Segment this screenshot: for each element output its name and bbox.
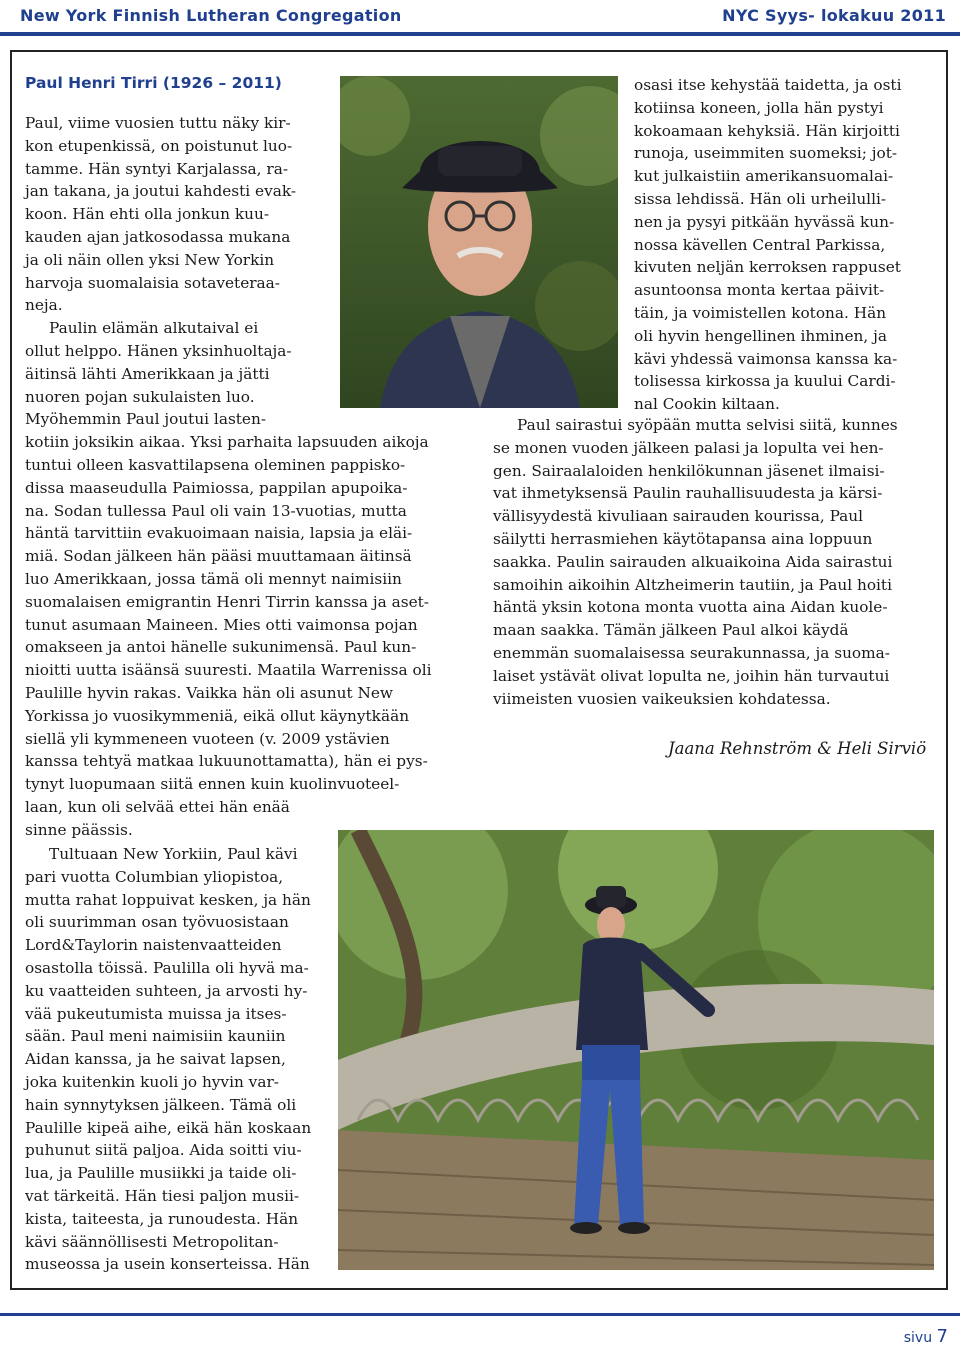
text-line: jan takana, ja joutui kahdesti evak- <box>25 182 297 201</box>
text-line: kävi säännöllisesti Metropolitan- <box>25 1232 279 1251</box>
text-line: siellä yli kymmeneen vuoteen (v. 2009 ystävien <box>25 729 390 748</box>
text-line: runoja, useimmiten suomeksi; jot- <box>634 144 898 163</box>
text-line: mutta rahat loppuivat kesken, ja hän <box>25 890 311 909</box>
footer-rule <box>0 1313 960 1316</box>
text-line: nioitti uutta isäänsä suuresti. Maatila Warrenissa oli <box>25 661 432 680</box>
issue-date: NYC Syys- lokakuu 2011 <box>722 6 946 25</box>
text-line: miä. Sodan jälkeen hän pääsi muuttamaan äitinsä <box>25 547 412 566</box>
text-line: oli hyvin hengellinen ihminen, ja <box>634 326 887 345</box>
text-line: sissa lehdissä. Hän oli urheilulli- <box>634 189 887 208</box>
text-line: Myöhemmin Paul joutui lasten- <box>25 410 267 429</box>
header-rule <box>0 32 960 36</box>
text-line: osastolla töissä. Paulilla oli hyvä ma- <box>25 958 309 977</box>
text-line: lua, ja Paulille musiikki ja taide oli- <box>25 1164 297 1183</box>
text-line: kauden ajan jatkosodassa mukana <box>25 227 291 246</box>
text-line: dissa maaseudulla Paimiossa, pappilan apupoika- <box>25 478 408 497</box>
newsletter-name: New York Finnish Lutheran Congregation <box>20 6 402 25</box>
author-signature: Jaana Rehnström & Heli Sirviö <box>668 739 927 758</box>
text-line: vat ihmetyksensä Paulin rauhallisuudesta ja kärsi- <box>493 484 883 503</box>
text-line: Tultuaan New Yorkiin, Paul kävi <box>49 845 298 863</box>
text-line: tamme. Hän syntyi Karjalassa, ra- <box>25 159 288 178</box>
text-line: tynyt luopumaan siitä ennen kuin kuolinvuoteel- <box>25 775 400 794</box>
text-line: na. Sodan tullessa Paul oli vain 13-vuotias, mutta <box>25 501 407 520</box>
text-line: joka kuitenkin kuoli jo hyvin var- <box>25 1072 279 1091</box>
text-line: kotiinsa koneen, jolla hän pystyi <box>634 98 884 117</box>
text-line: vää pukeutumista muissa ja itses- <box>25 1004 287 1023</box>
text-line: harvoja suomalaisia sotaveteraa- <box>25 273 280 292</box>
text-line: sinne päässis. <box>25 820 133 839</box>
text-line: nen ja pysyi pitkään hyvässä kun- <box>634 212 895 231</box>
text-line: se monen vuoden jälkeen palasi ja lopulta vei hen- <box>493 438 884 457</box>
text-line: kävi yhdessä vaimonsa kanssa ka- <box>634 349 898 368</box>
portrait-photo <box>340 76 618 408</box>
text-line: säilytti herrasmiehen käytötapansa aina loppuun <box>493 529 873 548</box>
text-line: Yorkissa jo vuosikymmeniä, eikä ollut käynytkään <box>25 706 410 725</box>
bridge-photo <box>338 830 934 1270</box>
text-line: Paulille kipeä aihe, eikä hän koskaan <box>25 1118 312 1137</box>
text-line: puhunut siitä paljoa. Aida soitti viu- <box>25 1141 302 1160</box>
page-label: sivu <box>903 1330 933 1346</box>
text-line: laiset ystävät olivat lopulta ne, joihin hän turvautui <box>493 666 890 685</box>
text-line: museossa ja usein konserteissa. Hän <box>25 1255 310 1274</box>
text-line: neja. <box>25 296 63 315</box>
text-line: Lord&Taylorin naistenvaatteiden <box>25 936 282 955</box>
article-title: Paul Henri Tirri (1926 – 2011) <box>25 74 282 92</box>
text-line: ollut helppo. Hänen yksinhuoltaja- <box>25 341 292 360</box>
text-line: saakka. Paulin sairauden alkuaikoina Aida sairastui <box>493 552 893 571</box>
text-line: gen. Sairaalaloiden henkilökunnan jäsenet ilmaisi- <box>493 461 885 480</box>
text-line: maan saakka. Tämän jälkeen Paul alkoi käydä <box>493 621 849 640</box>
text-line: oli suurimman osan työvuosistaan <box>25 913 289 932</box>
page-number-value: 7 <box>936 1326 948 1347</box>
text-line: omakseen ja antoi hänelle sukunimensä. Paul kun- <box>25 638 417 657</box>
text-line: kon etupenkissä, on poistunut luo- <box>25 136 293 155</box>
text-line: koon. Hän ehti olla jonkun kuu- <box>25 205 270 224</box>
text-line: laan, kun oli selvää ettei hän enää <box>25 797 290 816</box>
text-line: nal Cookin kiltaan. <box>634 395 780 414</box>
article-body-right <box>493 414 898 710</box>
text-line: suomalaisen emigrantin Henri Tirrin kanssa ja aset- <box>25 592 429 611</box>
text-line: kokoamaan kehyksiä. Hän kirjoitti <box>634 121 900 140</box>
text-line: sään. Paul meni naimisiin kauniin <box>25 1027 286 1046</box>
text-line: viimeisten vuosien vaikeuksien kohdatessa. <box>493 689 831 708</box>
text-line: samoihin aikoihin Altzheimerin tautiin, ja Paul hoiti <box>493 575 892 594</box>
text-line: tolisessa kirkossa ja kuului Cardi- <box>634 372 896 391</box>
article-body-col1-lower <box>25 843 311 1276</box>
text-line: nuoren pojan sukulaisten luo. <box>25 387 255 406</box>
text-line: Paul sairastui syöpään mutta selvisi siitä, kunnes <box>517 416 898 434</box>
text-line: Paulin elämän alkutaival ei <box>49 319 259 338</box>
article-body-right-top <box>634 74 901 416</box>
text-line: häntä tarvittiin evakuoimaan naisia, lapsia ja eläi- <box>25 524 413 543</box>
text-line: vat tärkeitä. Hän tiesi paljon musii- <box>25 1186 300 1205</box>
text-line: kut julkaistiin amerikansuomalai- <box>634 167 894 186</box>
text-line: kista, taiteesta, ja runoudesta. Hän <box>25 1209 299 1228</box>
text-line: kotiin joksikin aikaa. Yksi parhaita lapsuuden aikoja <box>25 433 429 452</box>
text-line: vällisyydestä kivuliaan sairauden kourissa, Paul <box>493 507 864 526</box>
text-line: häntä yksin kotona monta vuotta aina Aidan kuole- <box>493 598 888 617</box>
text-line: Paul, viime vuosien tuttu näky kir- <box>25 114 291 132</box>
text-line: kanssa tehtyä matkaa lukuunottamatta), hän ei pys- <box>25 752 428 771</box>
text-line: äitinsä lähti Amerikkaan ja jätti <box>25 364 270 383</box>
text-line: ja oli näin ollen yksi New Yorkin <box>25 250 275 269</box>
text-line: tunut asumaan Maineen. Mies otti vaimonsa pojan <box>25 615 418 634</box>
text-line: tuntui olleen kasvattilapsena oleminen pappisko- <box>25 455 406 474</box>
text-line: enemmän suomalaisessa seurakunnassa, ja suoma- <box>493 643 890 662</box>
text-line: täin, ja voimistellen kotona. Hän <box>634 303 887 322</box>
text-line: Aidan kanssa, ja he saivat lapsen, <box>25 1050 286 1069</box>
page-number <box>904 1326 948 1347</box>
text-line: osasi itse kehystää taidetta, ja osti <box>634 76 902 94</box>
text-line: ku vaatteiden suhteen, ja arvosti hy- <box>25 981 308 1000</box>
text-line: asuntoonsa monta kertaa päivit- <box>634 281 885 300</box>
text-line: kivuten neljän kerroksen rappuset <box>634 258 901 277</box>
text-line: pari vuotta Columbian yliopistoa, <box>25 867 284 886</box>
text-line: Paulille hyvin rakas. Vaikka hän oli asunut New <box>25 683 393 702</box>
text-line: luo Amerikkaan, jossa tämä oli mennyt naimisiin <box>25 569 402 588</box>
text-line: nossa kävellen Central Parkissa, <box>634 235 886 254</box>
text-line: hain synnytyksen jälkeen. Tämä oli <box>25 1095 297 1114</box>
